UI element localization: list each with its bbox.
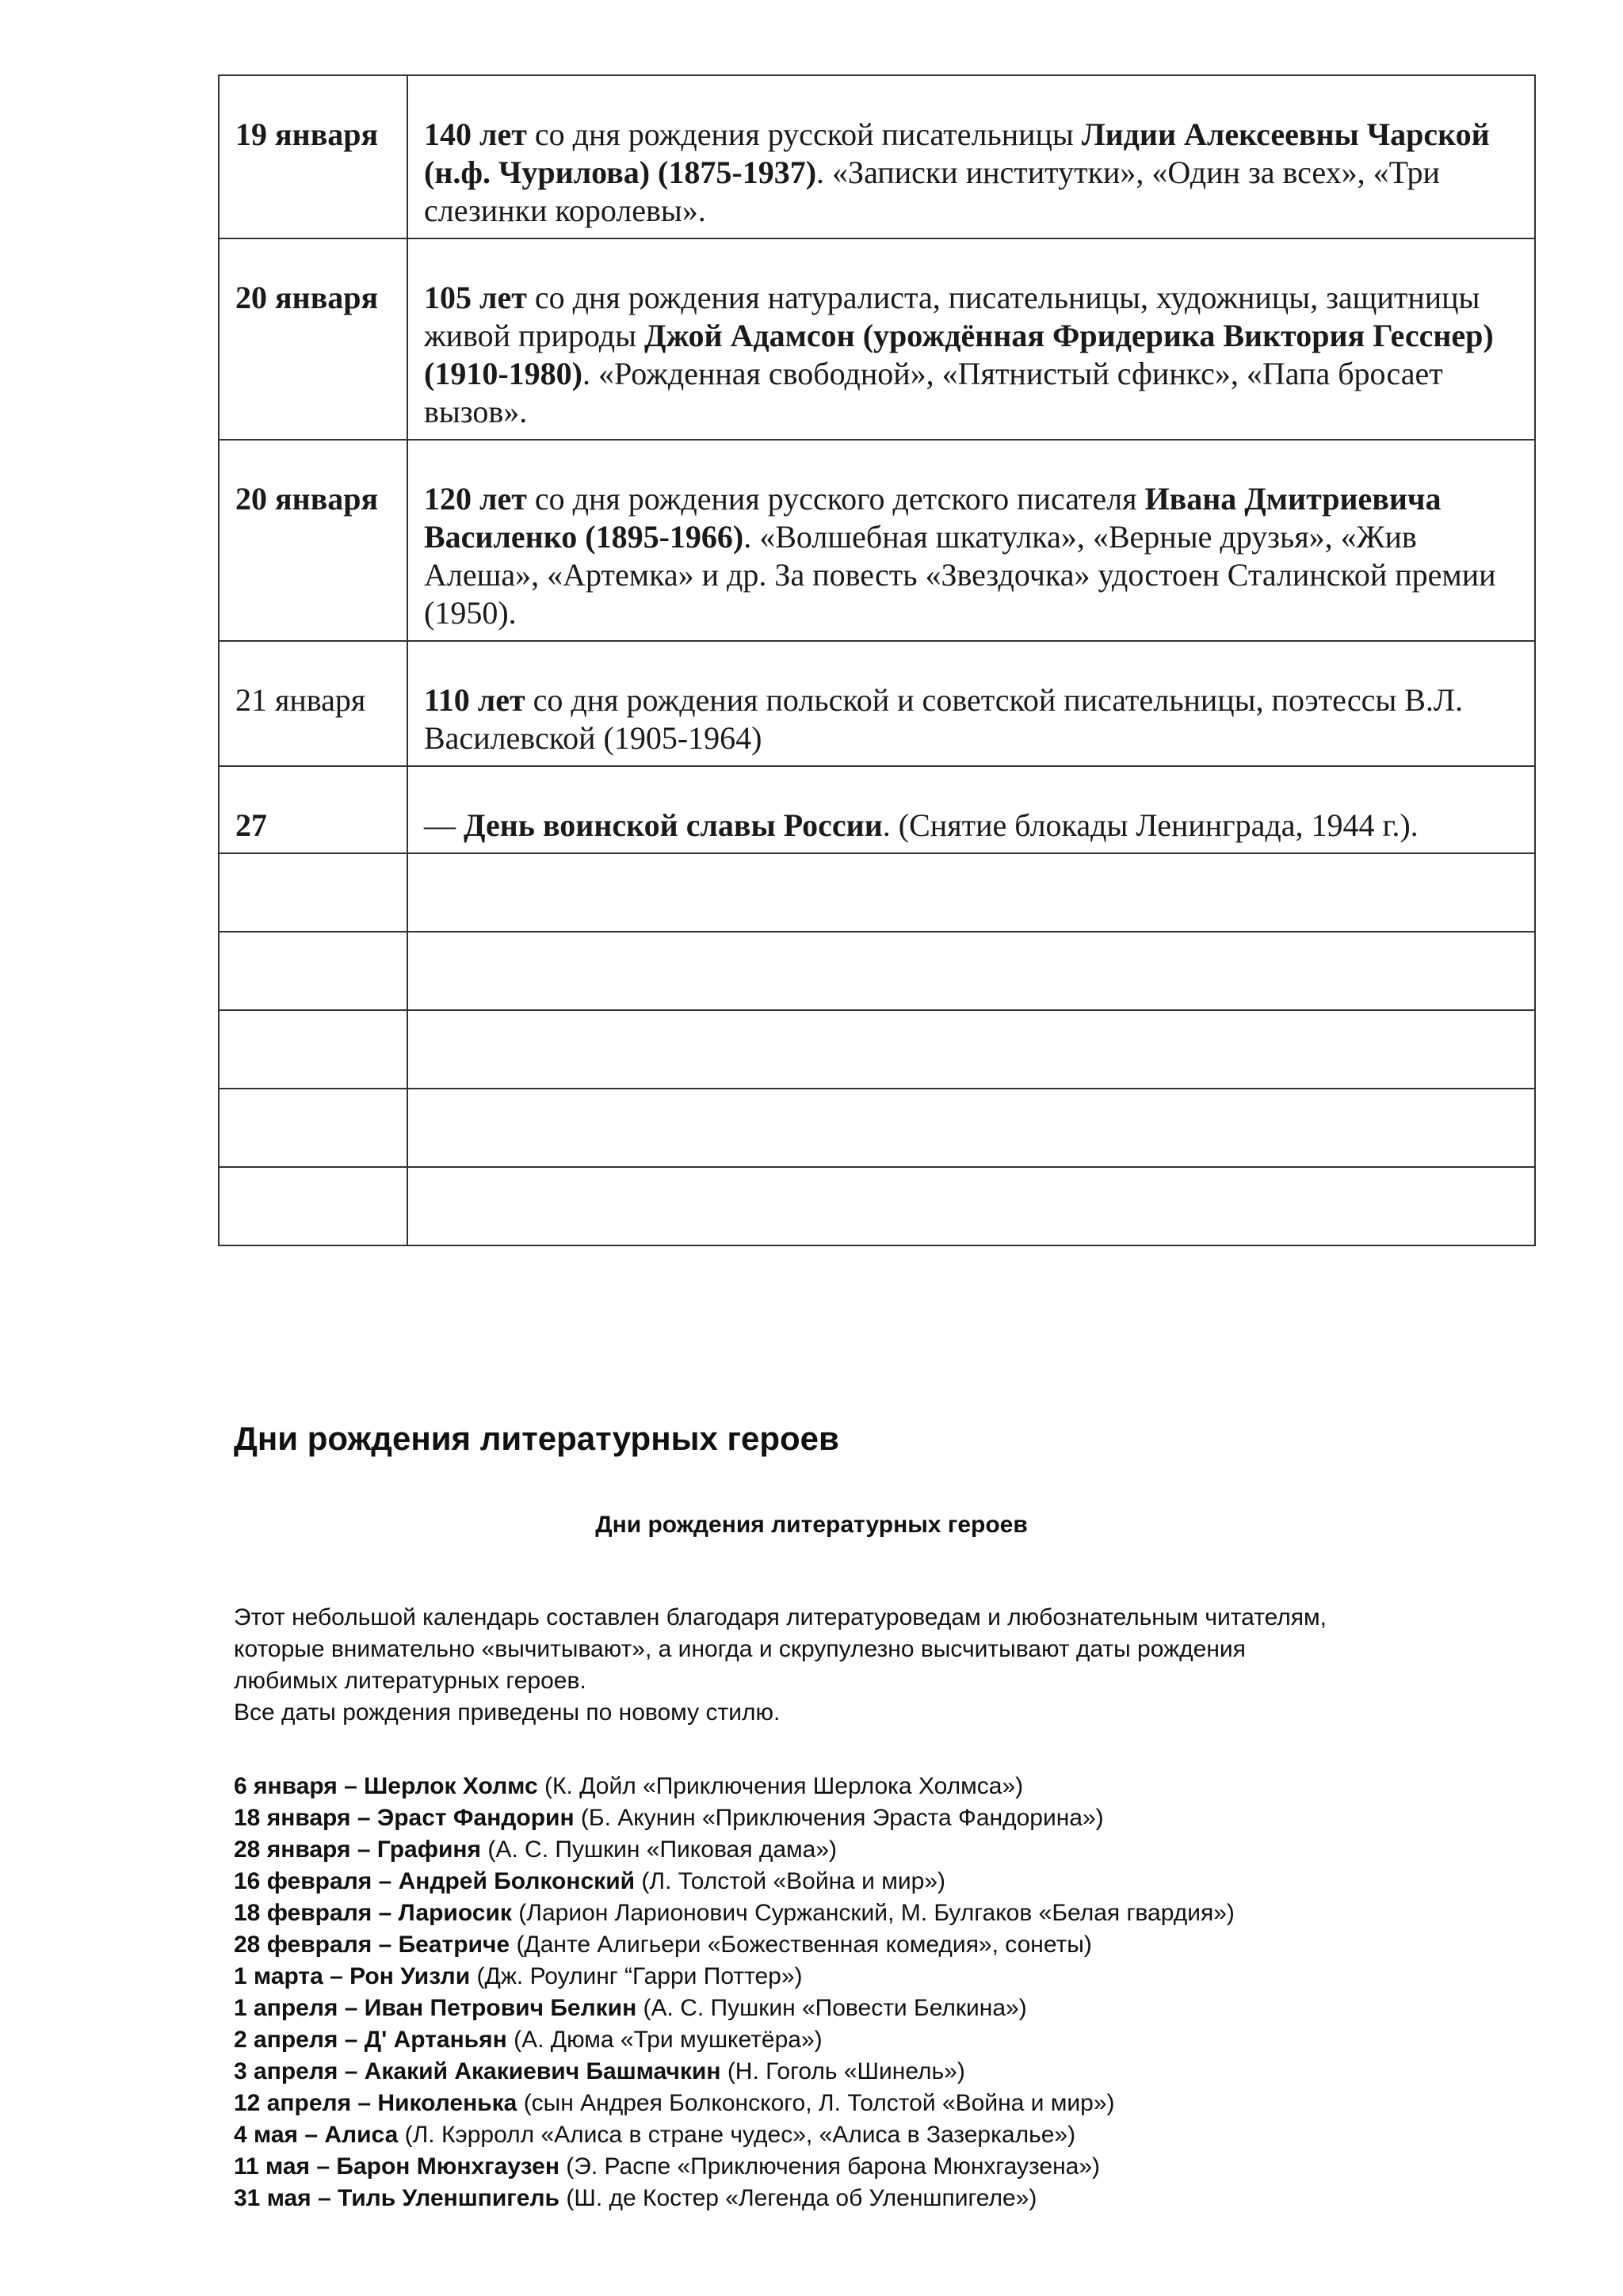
hero-date-name: 4 мая – Алиса	[234, 2122, 399, 2148]
calendar-date: 19 января	[235, 116, 379, 152]
hero-source: (А. Дюма «Три мушкетёра»)	[506, 2027, 823, 2053]
empty-table-cell	[219, 1010, 407, 1089]
description-bold-text: 105 лет	[424, 280, 527, 315]
hero-source: (А. С. Пушкин «Пиковая дама»)	[481, 1836, 837, 1863]
hero-date-name: 1 марта – Рон Уизли	[234, 1963, 471, 1989]
hero-source: (Н. Гоголь «Шинель»)	[720, 2058, 965, 2084]
hero-list-item	[234, 1961, 1549, 1993]
section-title: Дни рождения литературных героев	[234, 1420, 839, 1457]
empty-table-cell	[407, 853, 1535, 932]
description-text: со дня рождения польской и советской писательницы, поэтессы В.Л. Василевской (1905-1964)	[424, 682, 1464, 756]
hero-date-name: 31 мая – Тиль Уленшпигель	[234, 2185, 559, 2211]
intro-line: Этот небольшой календарь составлен благодаря литературоведам и любознательным читателям,	[234, 1604, 1327, 1630]
calendar-date: 27	[235, 807, 267, 843]
calendar-description-cell	[407, 641, 1535, 766]
empty-table-row	[219, 1089, 1535, 1167]
description-text: . «Волшебная шкатулка», «Верные друзья», «Жив Алеша», «Артемка» и др. За повесть «Звездочка» удостоен Сталинской премии (1950).	[424, 519, 1496, 631]
hero-date-name: 18 января – Эраст Фандорин	[234, 1805, 575, 1831]
description-text: со дня рождения русского детского писателя	[526, 481, 1145, 517]
section-subtitle: Дни рождения литературных героев	[595, 1512, 1028, 1538]
description-bold-text: Лидии Алексеевны Чарской (н.ф. Чурилова) (1875-1937)	[424, 116, 1490, 190]
empty-table-cell	[219, 1167, 407, 1245]
hero-birthday-list	[234, 1771, 1549, 2214]
calendar-row	[219, 238, 1535, 440]
description-bold-text: Джой Адамсон (урождённая Фридерика Виктория Гесснер) (1910-1980)	[424, 318, 1494, 391]
hero-list-item	[234, 1802, 1549, 1834]
hero-list-item	[234, 1834, 1549, 1866]
hero-date-name: 2 апреля – Д' Артаньян	[234, 2027, 507, 2053]
hero-date-name: 28 февраля – Беатриче	[234, 1932, 510, 1958]
description-bold-text: Ивана Дмитриевича Василенко (1895-1966)	[424, 481, 1442, 555]
empty-table-cell	[407, 932, 1535, 1010]
hero-date-name: 1 апреля – Иван Петрович Белкин	[234, 1995, 637, 2021]
empty-table-row	[219, 932, 1535, 1010]
empty-table-cell	[407, 1010, 1535, 1089]
hero-date-name: 6 января – Шерлок Холмс	[234, 1773, 538, 1799]
empty-table-cell	[219, 853, 407, 932]
calendar-date: 21 января	[235, 682, 366, 718]
calendar-date: 20 января	[235, 481, 379, 517]
anniversary-calendar-table	[218, 74, 1536, 1246]
hero-list-item	[234, 2183, 1549, 2214]
hero-list-item	[234, 2024, 1549, 2056]
empty-table-cell	[219, 1089, 407, 1167]
hero-source: (А. С. Пушкин «Повести Белкина»)	[636, 1995, 1027, 2021]
calendar-date-cell	[219, 641, 407, 766]
hero-list-item	[234, 1866, 1549, 1897]
description-text: со дня рождения натуралиста, писательницы, художницы, защитницы живой природы	[424, 280, 1480, 353]
calendar-date-cell	[219, 440, 407, 641]
hero-source: (Л. Толстой «Война и мир»)	[635, 1868, 946, 1894]
description-text: —	[424, 807, 464, 843]
hero-list-item	[234, 1897, 1549, 1929]
hero-source: (Л. Кэрролл «Алиса в стране чудес», «Алиса в Зазеркалье»)	[398, 2122, 1076, 2148]
empty-table-row	[219, 1167, 1535, 1245]
hero-date-name: 12 апреля – Николенька	[234, 2090, 517, 2116]
calendar-description-cell	[407, 238, 1535, 440]
description-bold-text: 140 лет	[424, 116, 527, 152]
calendar-table-body	[219, 75, 1535, 1245]
calendar-date-cell	[219, 75, 407, 238]
intro-line: Все даты рождения приведены по новому стилю.	[234, 1699, 781, 1726]
intro-paragraph	[234, 1602, 1533, 1729]
empty-table-cell	[407, 1167, 1535, 1245]
empty-table-row	[219, 1010, 1535, 1089]
hero-source: (Дж. Роулинг “Гарри Поттер»)	[470, 1963, 803, 1989]
calendar-date-cell	[219, 766, 407, 853]
description-text: . (Снятие блокады Ленинграда, 1944 г.).	[882, 807, 1419, 843]
empty-table-cell	[407, 1089, 1535, 1167]
hero-source: (Б. Акунин «Приключения Эраста Фандорина»)	[574, 1805, 1104, 1831]
hero-date-name: 11 мая – Барон Мюнхгаузен	[234, 2153, 559, 2180]
hero-date-name: 28 января – Графиня	[234, 1836, 482, 1863]
calendar-row	[219, 641, 1535, 766]
hero-source: (Ларион Ларионович Суржанский, М. Булгаков «Белая гвардия»)	[511, 1900, 1235, 1926]
calendar-row	[219, 440, 1535, 641]
hero-list-item	[234, 2119, 1549, 2151]
calendar-date-cell	[219, 238, 407, 440]
empty-table-cell	[219, 932, 407, 1010]
calendar-description-cell	[407, 440, 1535, 641]
hero-source: (Ш. де Костер «Легенда об Уленшпигеле»)	[559, 2185, 1037, 2211]
hero-list-item	[234, 1771, 1549, 1802]
description-bold-text: 120 лет	[424, 481, 527, 517]
description-bold-text: День воинской славы России	[464, 807, 883, 843]
hero-list-item	[234, 1993, 1549, 2024]
calendar-description-cell	[407, 766, 1535, 853]
hero-list-item	[234, 1929, 1549, 1961]
calendar-row	[219, 75, 1535, 238]
description-text: со дня рождения русской писательницы	[526, 116, 1082, 152]
hero-list-item	[234, 2088, 1549, 2119]
calendar-row	[219, 766, 1535, 853]
hero-source: (Данте Алигьери «Божественная комедия», сонеты)	[510, 1932, 1092, 1958]
hero-source: (сын Андрея Болконского, Л. Толстой «Война и мир»)	[517, 2090, 1115, 2116]
hero-list-item	[234, 2151, 1549, 2183]
hero-list-item	[234, 2056, 1549, 2088]
calendar-date: 20 января	[235, 280, 379, 315]
description-text: . «Записки институтки», «Один за всех», «Три слезинки королевы».	[424, 154, 1440, 228]
calendar-description-cell	[407, 75, 1535, 238]
description-bold-text: 110 лет	[424, 682, 525, 718]
hero-date-name: 18 февраля – Лариосик	[234, 1900, 512, 1926]
intro-line: которые внимательно «вычитывают», а иногда и скрупулезно высчитывают даты рождения	[234, 1636, 1246, 1662]
intro-line: любимых литературных героев.	[234, 1668, 586, 1694]
description-text: . «Рожденная свободной», «Пятнистый сфинкс», «Папа бросает вызов».	[424, 356, 1443, 429]
hero-date-name: 3 апреля – Акакий Акакиевич Башмачкин	[234, 2058, 721, 2084]
empty-table-row	[219, 853, 1535, 932]
hero-date-name: 16 февраля – Андрей Болконский	[234, 1868, 636, 1894]
hero-source: (К. Дойл «Приключения Шерлока Холмса»)	[537, 1773, 1024, 1799]
hero-source: (Э. Распе «Приключения барона Мюнхгаузена»)	[559, 2153, 1101, 2180]
